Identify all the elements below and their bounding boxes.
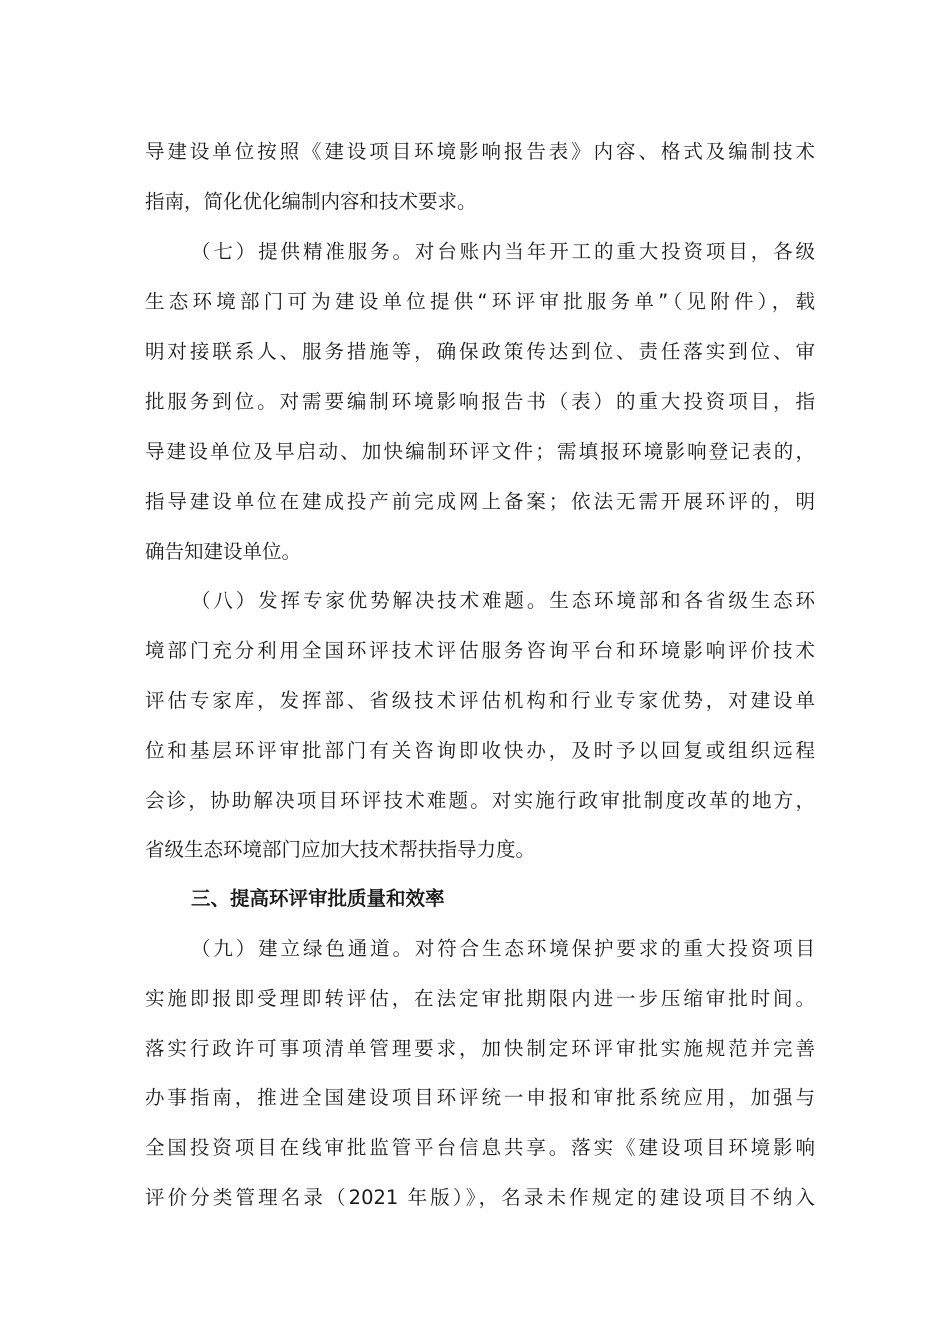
paragraph-line: 评价分类管理名录（2021 年版）》，名录未作规定的建设项目不纳入 bbox=[145, 1186, 815, 1209]
paragraph-line: 位和基层环评审批部门有关咨询即收快办，及时予以回复或组织远程 bbox=[145, 739, 815, 762]
paragraph-line: （七）提供精准服务。对台账内当年开工的重大投资项目，各级 bbox=[191, 240, 815, 263]
paragraph-line: 评估专家库，发挥部、省级技术评估机构和行业专家优势，对建设单 bbox=[145, 689, 815, 712]
paragraph-line: 批服务到位。对需要编制环境影响报告书（表）的重大投资项目，指 bbox=[145, 390, 815, 413]
paragraph-line: 落实行政许可事项清单管理要求，加快制定环评审批实施规范并完善 bbox=[145, 1037, 815, 1060]
paragraph-line: 实施即报即受理即转评估，在法定审批期限内进一步压缩审批时间。 bbox=[145, 987, 815, 1010]
paragraph-line: 省级生态环境部门应加大技术帮扶指导力度。 bbox=[145, 838, 536, 861]
section-heading: 三、提高环评审批质量和效率 bbox=[191, 887, 445, 910]
paragraph-line: 指导建设单位在建成投产前完成网上备案；依法无需开展环评的，明 bbox=[145, 490, 815, 513]
paragraph-line: 导建设单位按照《建设项目环境影响报告表》内容、格式及编制技术 bbox=[145, 140, 815, 163]
paragraph-line: 办事指南，推进全国建设项目环评统一申报和审批系统应用，加强与 bbox=[145, 1086, 815, 1109]
paragraph-line: （八）发挥专家优势解决技术难题。生态环境部和各省级生态环 bbox=[191, 589, 815, 612]
paragraph-line: 境部门充分利用全国环评技术评估服务咨询平台和环境影响评价技术 bbox=[145, 639, 815, 662]
paragraph-line: 导建设单位及早启动、加快编制环评文件；需填报环境影响登记表的， bbox=[145, 440, 815, 463]
paragraph-line: 全国投资项目在线审批监管平台信息共享。落实《建设项目环境影响 bbox=[145, 1136, 815, 1159]
paragraph-line: （九）建立绿色通道。对符合生态环境保护要求的重大投资项目 bbox=[191, 937, 815, 960]
paragraph-line: 会诊，协助解决项目环评技术难题。对实施行政审批制度改革的地方， bbox=[145, 789, 815, 812]
paragraph-line: 生态环境部门可为建设单位提供“环评审批服务单”（见附件），载 bbox=[145, 290, 815, 313]
paragraph-line: 明对接联系人、服务措施等，确保政策传达到位、责任落实到位、审 bbox=[145, 340, 815, 363]
paragraph-line: 指南，简化优化编制内容和技术要求。 bbox=[145, 190, 477, 213]
paragraph-line: 确告知建设单位。 bbox=[145, 540, 302, 563]
